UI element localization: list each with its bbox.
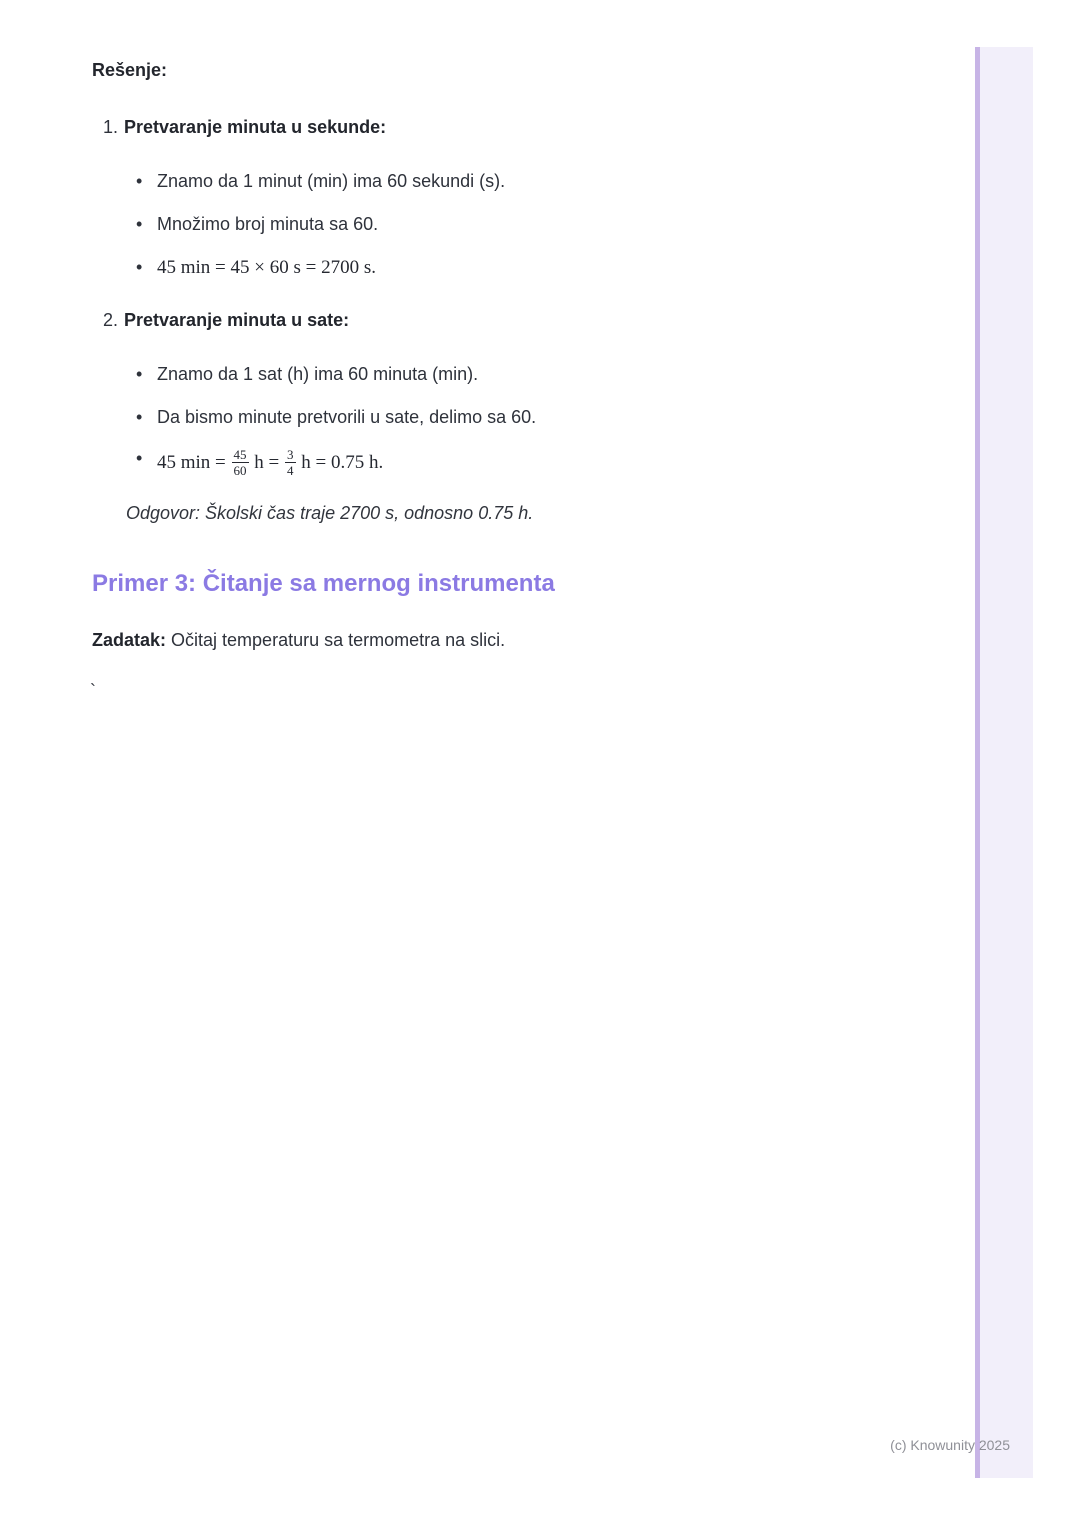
bullet-text: Znamo da 1 sat (h) ima 60 minuta (min). xyxy=(157,364,479,384)
bullet-text: Da bismo minute pretvorili u sate, delimo sa 60. xyxy=(157,407,537,427)
bullet-text: Množimo broj minuta sa 60. xyxy=(157,214,379,234)
fraction xyxy=(232,448,249,477)
item-title: Pretvaranje minuta u sate: xyxy=(124,310,350,330)
math-segment: h = 0.75 h. xyxy=(301,451,384,473)
item-number: 2. xyxy=(103,310,119,330)
list-item xyxy=(136,448,1080,477)
list-item xyxy=(136,214,1080,235)
answer-text: Odgovor: Školski čas traje 2700 s, odnosno 0.75 h. xyxy=(126,503,534,523)
fraction xyxy=(285,448,296,477)
bullet-icon: • xyxy=(136,171,143,191)
item-title: Pretvaranje minuta u sekunde: xyxy=(124,117,387,137)
list-item xyxy=(136,364,1080,385)
math-segment: h = xyxy=(254,451,280,473)
bullet-icon: • xyxy=(136,407,143,427)
list-item xyxy=(136,171,1080,192)
task-line xyxy=(92,630,1080,651)
fraction-denominator: 4 xyxy=(287,463,294,478)
math-segment: 45 min = xyxy=(157,451,226,473)
bullet-icon: • xyxy=(136,214,143,234)
numbered-item-2 xyxy=(103,310,1080,331)
stray-backtick-char: ` xyxy=(90,681,96,701)
fraction-numerator: 3 xyxy=(287,447,294,462)
list-item xyxy=(136,257,1080,278)
bullet-icon: • xyxy=(136,448,143,468)
numbered-item-1 xyxy=(103,117,1080,138)
bullet-text: Znamo da 1 minut (min) ima 60 sekundi (s). xyxy=(157,171,506,191)
math-expression xyxy=(157,448,383,477)
fraction-numerator: 45 xyxy=(233,447,247,462)
task-text: Očitaj temperaturu sa termometra na slici. xyxy=(171,630,506,650)
page-edge-decoration xyxy=(975,47,1033,1478)
task-label: Zadatak: xyxy=(92,630,167,650)
example3-heading: Primer 3: Čitanje sa mernog instrumenta xyxy=(92,570,555,597)
copyright-text: (c) Knowunity 2025 xyxy=(890,1437,1010,1453)
solution-heading: Rešenje: xyxy=(92,60,168,80)
bullet-icon: • xyxy=(136,364,143,384)
math-expression: 45 min = 45 × 60 s = 2700 s. xyxy=(157,257,376,278)
bullet-icon: • xyxy=(136,257,143,277)
list-item xyxy=(136,407,1080,428)
item-number: 1. xyxy=(103,117,119,137)
fraction-denominator: 60 xyxy=(233,463,247,478)
